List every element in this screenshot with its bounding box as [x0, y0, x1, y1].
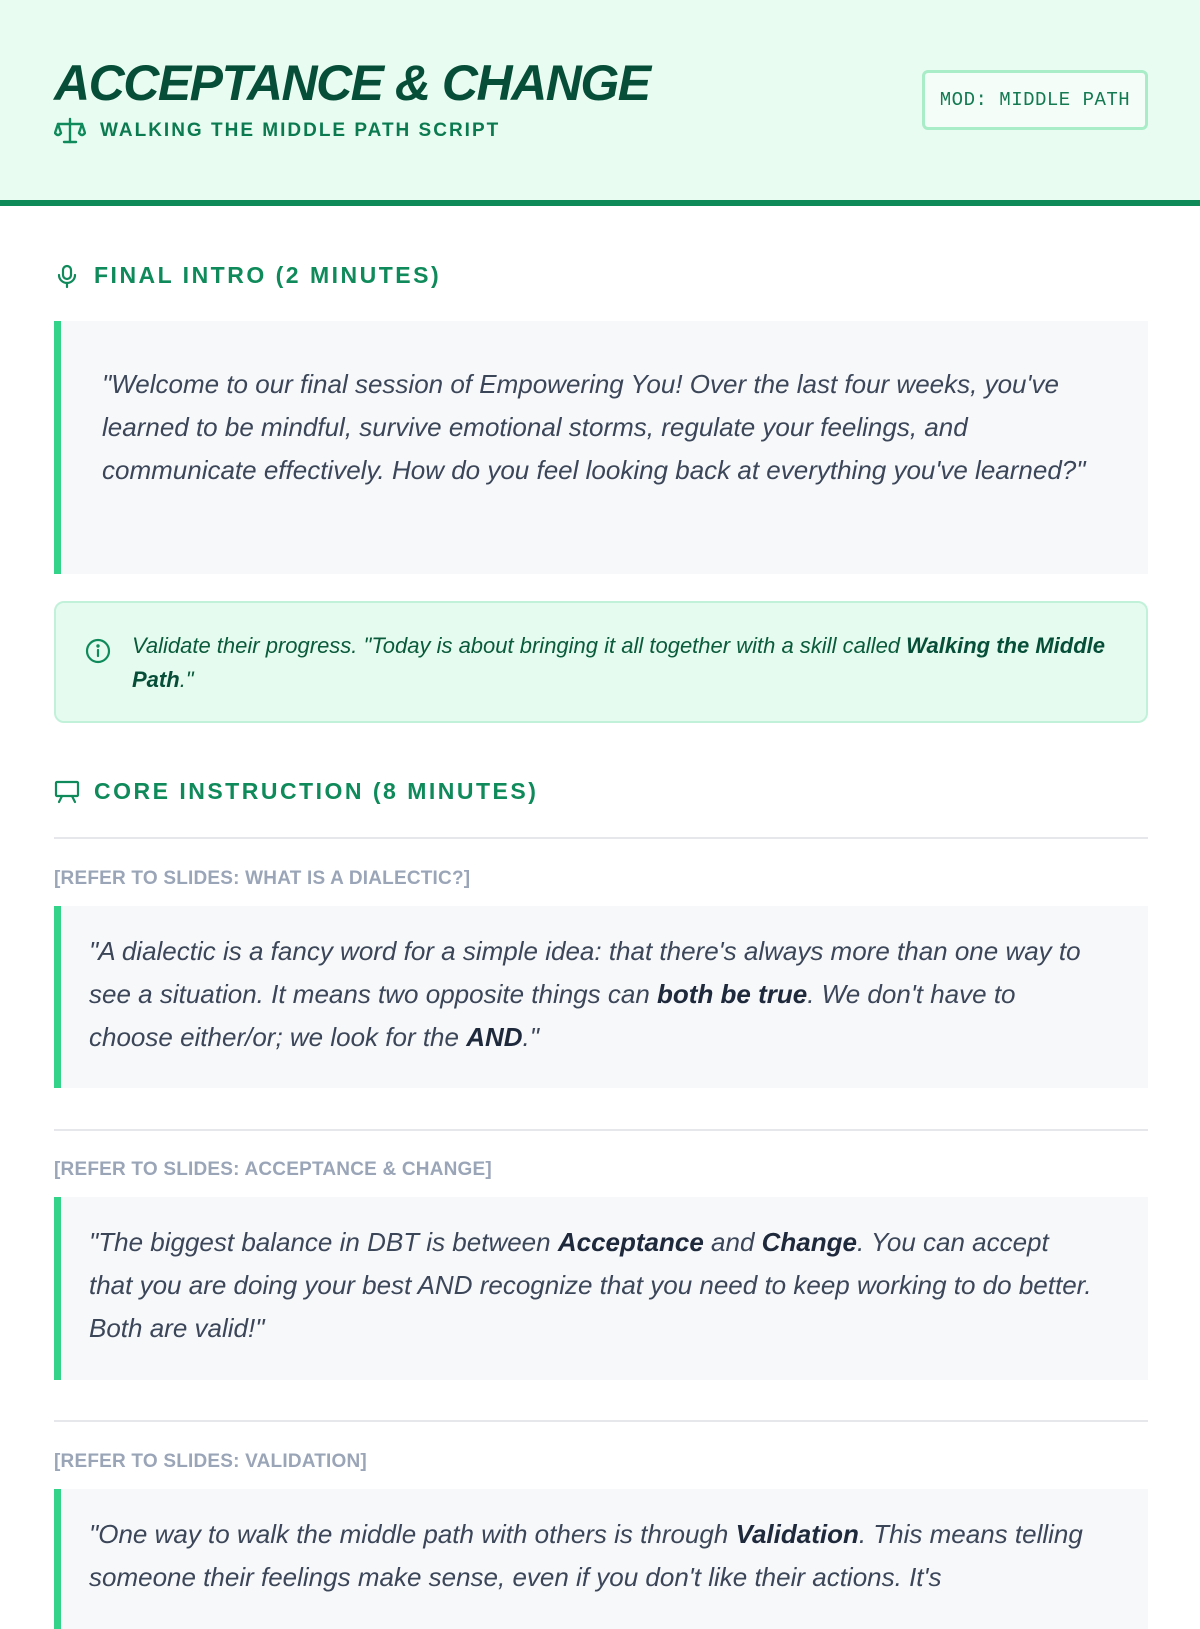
core-heading-text: CORE INSTRUCTION (8 MINUTES)	[94, 778, 539, 804]
page-title: ACCEPTANCE & CHANGE	[54, 55, 650, 111]
instruction-quote: "A dialectic is a fancy word for a simple idea: that there's always more than one way to see a situation. It means two opposite things can both be true. We don't have to choose either/or; we look for the AND."	[54, 906, 1148, 1088]
slide-reference: [REFER TO SLIDES: ACCEPTANCE & CHANGE]	[54, 1159, 492, 1180]
divider	[54, 1129, 1148, 1131]
module-badge: MOD: MIDDLE PATH	[922, 70, 1148, 130]
core-heading	[54, 778, 538, 805]
scale-icon	[54, 116, 86, 146]
intro-quote-text: "Welcome to our final session of Empowering You! Over the last four weeks, you've learned to be mindful, survive emotional storms, regulate your feelings, and communicate effectively. How do you feel looking back at everything you've learned?"	[102, 369, 1086, 485]
microphone-icon	[54, 263, 80, 289]
intro-heading	[54, 262, 441, 289]
note-text: Validate their progress. "Today is about bringing it all together with a skill called Walking the Middle Path."	[132, 633, 1105, 692]
divider	[54, 837, 1148, 839]
intro-heading-text: FINAL INTRO (2 MINUTES)	[94, 262, 442, 288]
intro-quote	[54, 321, 1148, 574]
page-subtitle	[54, 116, 500, 146]
subtitle-text: WALKING THE MIDDLE PATH SCRIPT	[100, 120, 501, 141]
info-icon	[84, 637, 112, 665]
divider	[54, 1420, 1148, 1422]
facilitator-note	[54, 601, 1148, 723]
page-header	[0, 0, 1200, 206]
instruction-quote: "The biggest balance in DBT is between Acceptance and Change. You can accept that you are doing your best AND recognize that you need to keep working to do better. Both are valid!"	[54, 1197, 1148, 1380]
instruction-quote: "One way to walk the middle path with others is through Validation. This means telling someone their feelings make sense, even if you don't like their actions. It's	[54, 1489, 1148, 1629]
presentation-icon	[54, 779, 80, 805]
slide-reference: [REFER TO SLIDES: WHAT IS A DIALECTIC?]	[54, 868, 471, 889]
slide-reference: [REFER TO SLIDES: VALIDATION]	[54, 1451, 367, 1472]
